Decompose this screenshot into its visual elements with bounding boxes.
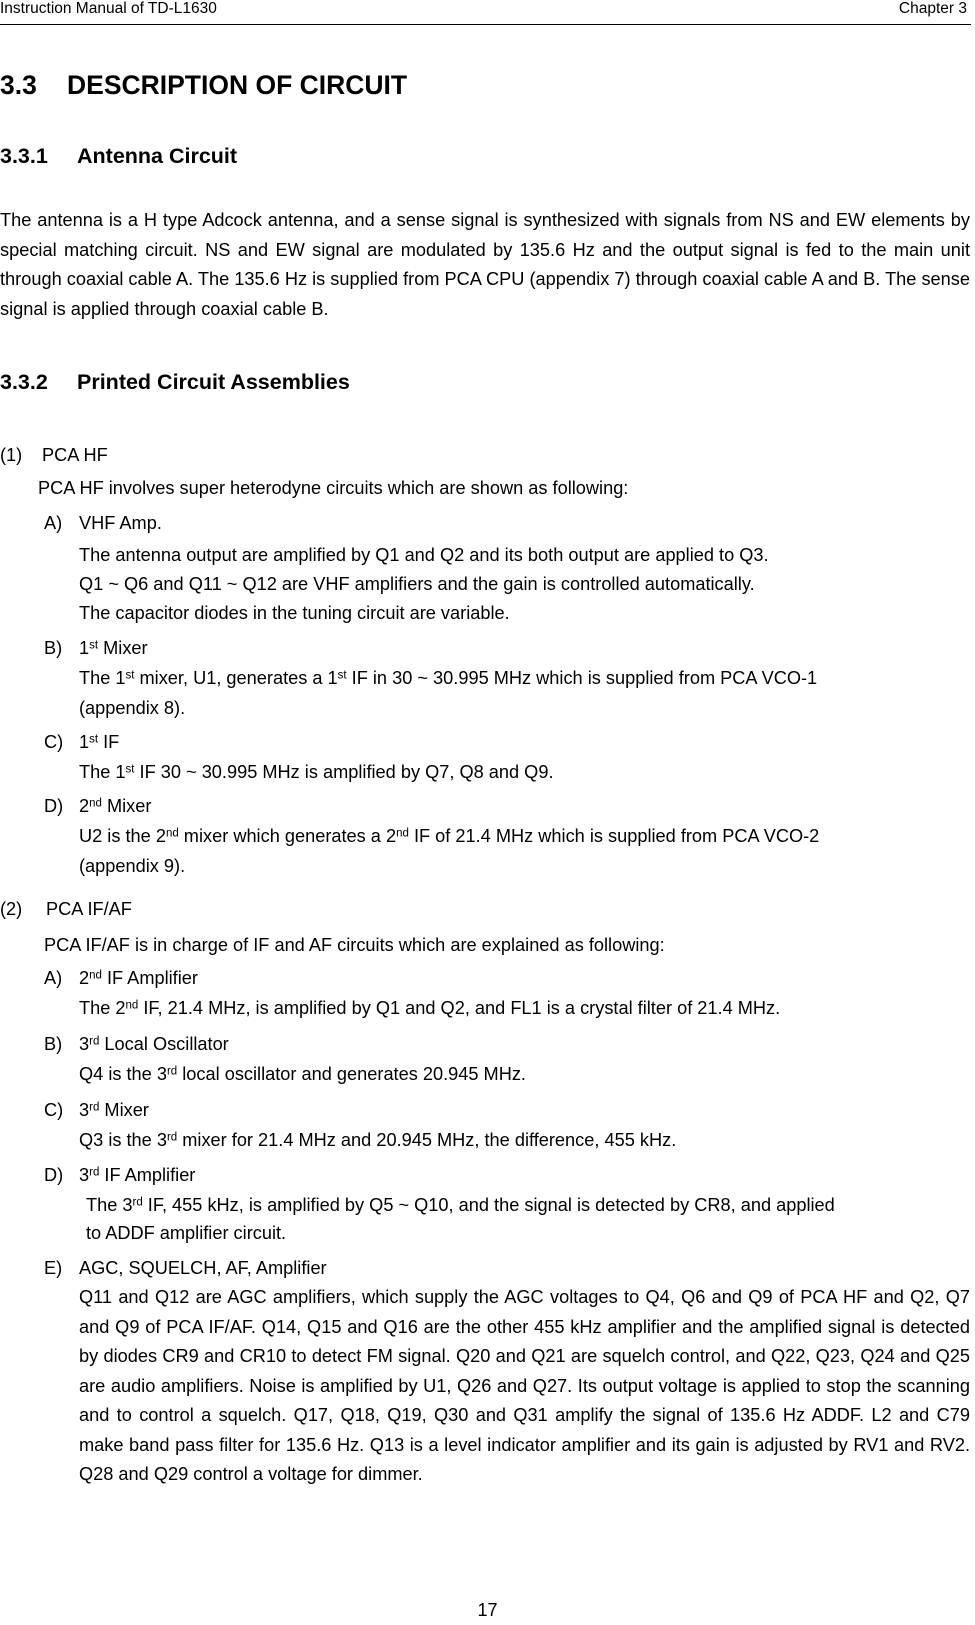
hf-a-line1: The antenna output are amplified by Q1 and Q2 and its both output are applied to Q3. (79, 545, 769, 565)
hf-c-line1: The 1st IF 30 ~ 30.995 MHz is amplified by Q7, Q8 and Q9. (79, 762, 554, 782)
item-number: (1) (0, 445, 23, 465)
item-heading-pca-hf (0, 444, 108, 466)
ifaf-c-line1: Q3 is the 3rd mixer for 21.4 MHz and 20.945 MHz, the difference, 455 kHz. (79, 1130, 677, 1150)
header-chapter: Chapter 3 (898, 0, 967, 17)
hf-c-heading: C) 1st IF (44, 732, 120, 752)
subsection-title: Printed Circuit Assemblies (77, 370, 350, 394)
subsection-title: Antenna Circuit (77, 144, 238, 168)
header-manual-title: Instruction Manual of TD-L1630 (0, 0, 217, 17)
section-number: 3.3 (0, 70, 37, 100)
ifaf-b-line1: Q4 is the 3rd local oscillator and generates 20.945 MHz. (79, 1064, 526, 1084)
ifaf-d-line1: The 3rd IF, 455 kHz, is amplified by Q5 ~ Q10, and the signal is detected by CR8, and applied (86, 1195, 835, 1215)
subsection-heading-pca (0, 370, 350, 395)
subsection-number: 3.3.2 (0, 370, 48, 394)
section-title: DESCRIPTION OF CIRCUIT (67, 70, 408, 100)
hf-d-heading: D) 2nd Mixer (44, 796, 152, 816)
ifaf-c-heading: C) 3rd Mixer (44, 1100, 149, 1120)
hf-d-line2: (appendix 9). (79, 856, 186, 876)
item-title: PCA HF (42, 445, 108, 465)
ifaf-e-heading: E) AGC, SQUELCH, AF, Amplifier (44, 1258, 327, 1278)
item-number: (2) (0, 899, 23, 919)
pca-ifaf-intro: PCA IF/AF is in charge of IF and AF circuits which are explained as following: (44, 935, 665, 955)
page-number: 17 (477, 1600, 498, 1620)
ifaf-d-line2: to ADDF amplifier circuit. (86, 1223, 287, 1243)
hf-b-line2: (appendix 8). (79, 698, 186, 718)
pca-hf-intro: PCA HF involves super heterodyne circuits which are shown as following: (38, 478, 629, 498)
hf-a-heading: A) VHF Amp. (44, 513, 162, 533)
ifaf-a-heading: A) 2nd IF Amplifier (44, 968, 198, 988)
hf-b-line1: The 1st mixer, U1, generates a 1st IF in 30 ~ 30.995 MHz which is supplied from PCA VCO-1 (79, 668, 818, 688)
ifaf-e-paragraph: Q11 and Q12 are AGC amplifiers, which supply the AGC voltages to Q4, Q6 and Q9 of PCA HF and Q2, Q7 and Q9 of PCA IF/AF. Q14, Q15 and Q16 are the other 455 kHz amplifier and the amplified signal is detected by diodes CR9 and CR10 to detect FM signal. Q20 and Q21 are squelch control, and Q22, Q23, Q24 and Q25 are audio amplifiers. Noise is amplified by U1, Q26 and Q27. Its output voltage is applied to stop the scanning and to control a squelch. Q17, Q18, Q19, Q30 and Q31 amplify the signal of 135.6 Hz ADDF. L2 and C79 make band pass filter for 135.6 Hz. Q13 is a level indicator amplifier and its gain is adjusted by RV1 and RV2. Q28 and Q29 control a voltage for dimmer. (79, 1287, 970, 1484)
hf-b-heading: B) 1st Mixer (44, 638, 148, 658)
hf-a-line2: Q1 ~ Q6 and Q11 ~ Q12 are VHF amplifiers and the gain is controlled automatically. (79, 574, 755, 594)
item-title: PCA IF/AF (46, 899, 132, 919)
antenna-circuit-paragraph: The antenna is a H type Adcock antenna, and a sense signal is synthesized with signals from NS and EW elements by special matching circuit. NS and EW signal are modulated by 135.6 Hz and the output signal is fed to the main unit through coaxial cable A. The 135.6 Hz is supplied from PCA CPU (appendix 7) through coaxial cable A and B. The sense signal is applied through coaxial cable B. (0, 210, 970, 319)
hf-a-line3: The capacitor diodes in the tuning circuit are variable. (79, 603, 510, 623)
subsection-number: 3.3.1 (0, 144, 48, 168)
section-heading (0, 70, 407, 101)
page-header (0, 0, 971, 25)
item-heading-pca-ifaf (0, 898, 132, 920)
subsection-heading-antenna (0, 144, 237, 169)
hf-d-line1: U2 is the 2nd mixer which generates a 2nd IF of 21.4 MHz which is supplied from PCA VCO-2 (79, 826, 820, 846)
ifaf-a-line1: The 2nd IF, 21.4 MHz, is amplified by Q1 and Q2, and FL1 is a crystal filter of 21.4 MHz. (79, 998, 781, 1018)
ifaf-b-heading: B) 3rd Local Oscillator (44, 1034, 229, 1054)
ifaf-d-heading: D) 3rd IF Amplifier (44, 1165, 196, 1185)
